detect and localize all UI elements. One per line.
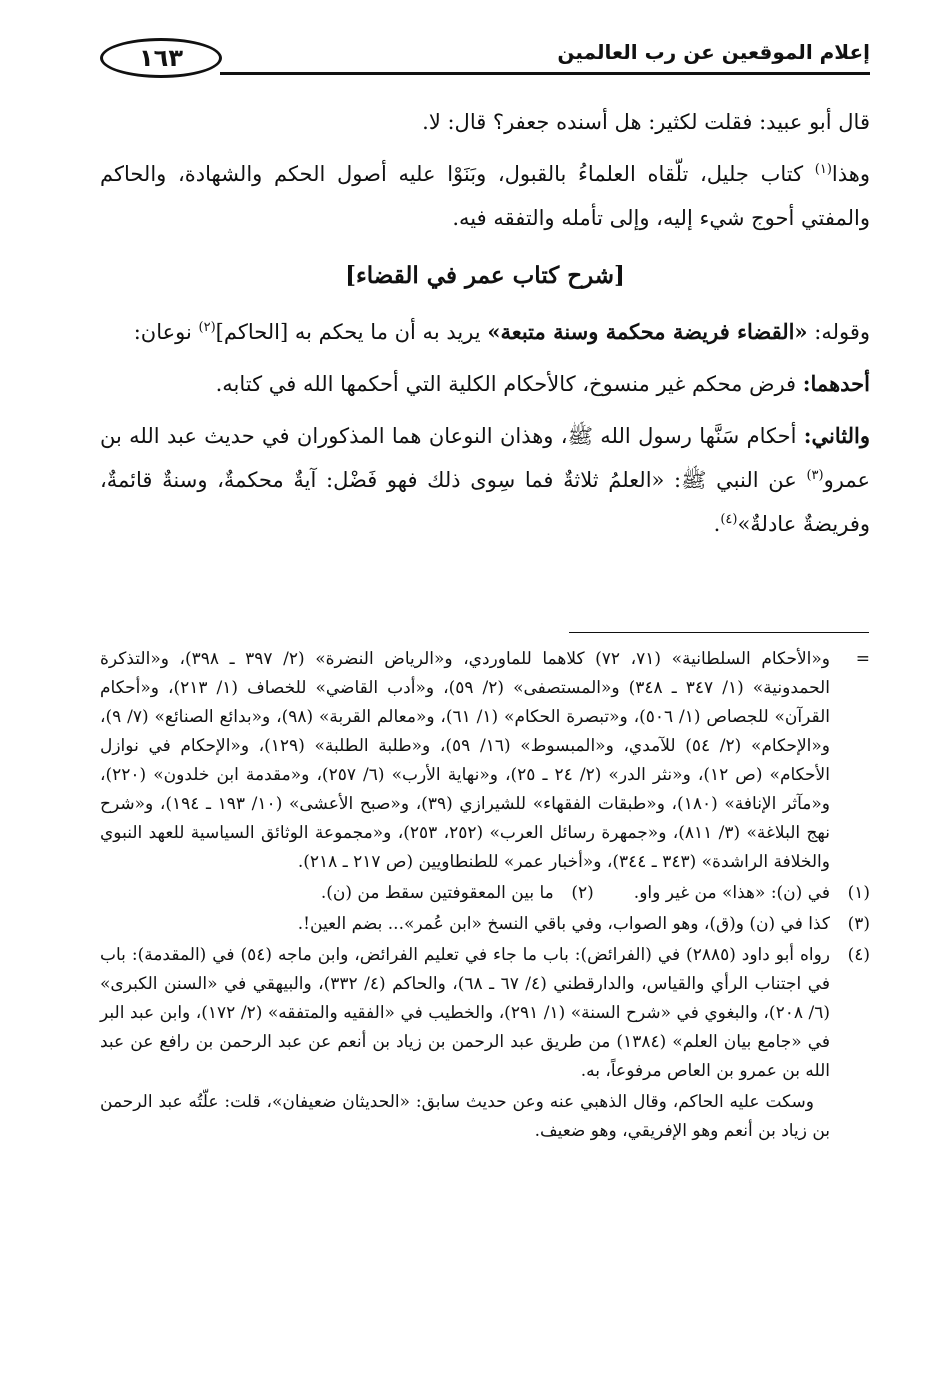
paragraph-2-start: وهذا xyxy=(831,162,870,186)
footnote-ref-3[interactable]: (٣) xyxy=(806,468,824,483)
paragraph-4-text: فرض محكم غير منسوخ، كالأحكام الكلية التي أحكمها الله في كتابه. xyxy=(215,372,803,396)
paragraph-1-text: قال أبو عبيد: فقلت لكثير: هل أسنده جعفر؟ قال: لا. xyxy=(422,110,870,134)
footnote-4-mark: (٤) xyxy=(847,945,870,965)
footnote-continuation xyxy=(100,645,870,877)
continuation-mark: = xyxy=(855,649,870,669)
running-header xyxy=(100,38,870,78)
footnote-separator xyxy=(569,632,869,633)
footnote-2 xyxy=(321,879,594,908)
footnote-1-text: في (ن): «هذا» من غير واو. xyxy=(633,883,830,903)
main-text xyxy=(100,100,870,554)
footnote-ref-4[interactable]: (٤) xyxy=(720,512,738,527)
footnote-4-continuation: وسكت عليه الحاكم، وقال الذهبي عنه وعن حديث سابق: «الحديثان ضعيفان»، قلت: علّتُه عبد الرحمن بن زياد بن أنعم وهو الإفريقي، وهو ضعيف. xyxy=(100,1092,830,1141)
paragraph-3 xyxy=(100,310,870,354)
paragraph-5-a: أحكام سَنَّها رسول الله ﷺ، وهذان النوعان هما المذكوران في حديث عبد الله بن عمرو xyxy=(100,424,870,492)
continuation-text: و«الأحكام السلطانية» (٧١، ٧٢) كلاهما للماوردي، و«الرياض النضرة» (٢/ ٣٩٧ ـ ٣٩٨)، و«التذكرة الحمدونية» (١/ ٣٤٧ ـ ٣٤٨) و«المستصفى» (٢/ ٥٩)، و«أدب القاضي» للخصاف (١/ ٢١٣)، و«أحكام القرآن» للجصاص (١/ ٥٠٦)، و«تبصرة الحكام» (١/ ٦١)، و«معالم القربة» (٩٨)، و«بدائع الصنائع» (٧/ ٩)، و«الإحكام» (٢/ ٥٤) للآمدي، و«المبسوط» (١٦/ ٥٩)، و«طلبة الطلبة» (١٢٩)، و«الإحكام في نوازل الأحكام» (ص ١٢)، و«نثر الدر» (٢/ ٢٤ ـ ٢٥)، و«نهاية الأرب» (٦/ ٢٥٧)، و«مقدمة ابن خلدون» (٢٢٠)، و«مآثر الإنافة» (١٨٠)، و«طبقات الفقهاء» للشيرازي (٣٩)، و«صبح الأعشى» (١٠/ ١٩٣ ـ ١٩٤)، و«شرح نهج البلاغة» (٣/ ٨١١)، و«جمهرة رسائل العرب» (٢٥٢، ٢٥٣)، و«مجموعة الوثائق السياسية للعهد النبوي والخلافة الراشدة» (٣٤٣ ـ ٣٤٤)، و«أخبار عمر» للطنطاويين (ص ٢١٧ ـ ٢١٨). xyxy=(100,649,830,872)
footnote-1 xyxy=(634,879,870,908)
second-type-label: والثاني: xyxy=(803,423,870,448)
paragraph-3-end: نوعان: xyxy=(133,320,199,344)
paragraph-3-start: وقوله: xyxy=(807,320,870,344)
quoted-phrase: «القضاء فريضة محكمة وسنة متبعة» xyxy=(487,319,808,344)
footnote-4 xyxy=(100,941,870,1086)
page-number: ١٦٣ xyxy=(100,38,222,78)
header-title: إعلام الموقعين عن رب العالمين xyxy=(557,40,870,64)
footnotes xyxy=(100,645,870,1146)
footnote-3-mark: (٣) xyxy=(847,914,870,934)
first-type-label: أحدهما: xyxy=(802,371,870,396)
paragraph-2 xyxy=(100,152,870,240)
paragraph-5 xyxy=(100,414,870,546)
paragraph-2-rest: كتاب جليل، تلّقاه العلماءُ بالقبول، وبَنَوْا عليه أصول الحكم والشهادة، والحاكم والمفتي أحوج شيء إليه، وإلى تأمله والتفقه فيه. xyxy=(100,162,870,230)
footnote-row-1-2 xyxy=(100,879,870,910)
paragraph-4 xyxy=(100,362,870,406)
footnote-1-mark: (١) xyxy=(847,883,870,903)
footnote-ref-1[interactable]: (١) xyxy=(814,162,832,177)
section-heading: [شرح كتاب عمر في القضاء] xyxy=(345,262,625,289)
footnote-4-text: رواه أبو داود (٢٨٨٥) في (الفرائض): باب ما جاء في تعليم الفرائض، وابن ماجه (٥٤) في (المقدمة): باب في اجتناب الرأي والقياس، والدارقطني (٤/ ٦٧ ـ ٦٨)، والحاكم (٤/ ٣٣٢)، والبيهقي في «السنن الكبرى» (٦/ ٢٠٨)، والبغوي في «شرح السنة» (١/ ٢٩١)، والخطيب في «الفقيه والمتفقه» (٢/ ١٧٢)، وابن عبد البر في «جامع بيان العلم» (١٣٨٤) من طريق عبد الرحمن بن زياد بن أنعم عن عبد الرحمن بن رافع عن عبد الله بن عمرو بن العاص مرفوعاً، به. xyxy=(100,945,831,1081)
paragraph-5-b: عن النبي ﷺ: «العلمُ ثلاثةٌ فما سِوى ذلك فهو فَضْل: آيةٌ محكمةٌ، وسنةٌ قائمةٌ، وفريضةٌ عادلةٌ» xyxy=(100,468,870,536)
paragraph-5-c: . xyxy=(713,512,721,536)
footnote-2-mark: (٢) xyxy=(571,883,594,903)
footnote-3 xyxy=(100,910,870,939)
footnote-3-text: كذا في (ن) و(ق)، وهو الصواب، وفي باقي النسخ «ابن عُمر»... بضم العين!. xyxy=(297,914,830,934)
header-rule xyxy=(220,72,870,75)
footnote-ref-2[interactable]: (٢) xyxy=(198,320,216,335)
paragraph-1 xyxy=(100,100,870,144)
paragraph-3-mid: يريد به أن ما يحكم به [الحاكم] xyxy=(215,320,488,344)
footnote-2-text: ما بين المعقوفتين سقط من (ن). xyxy=(320,883,554,903)
